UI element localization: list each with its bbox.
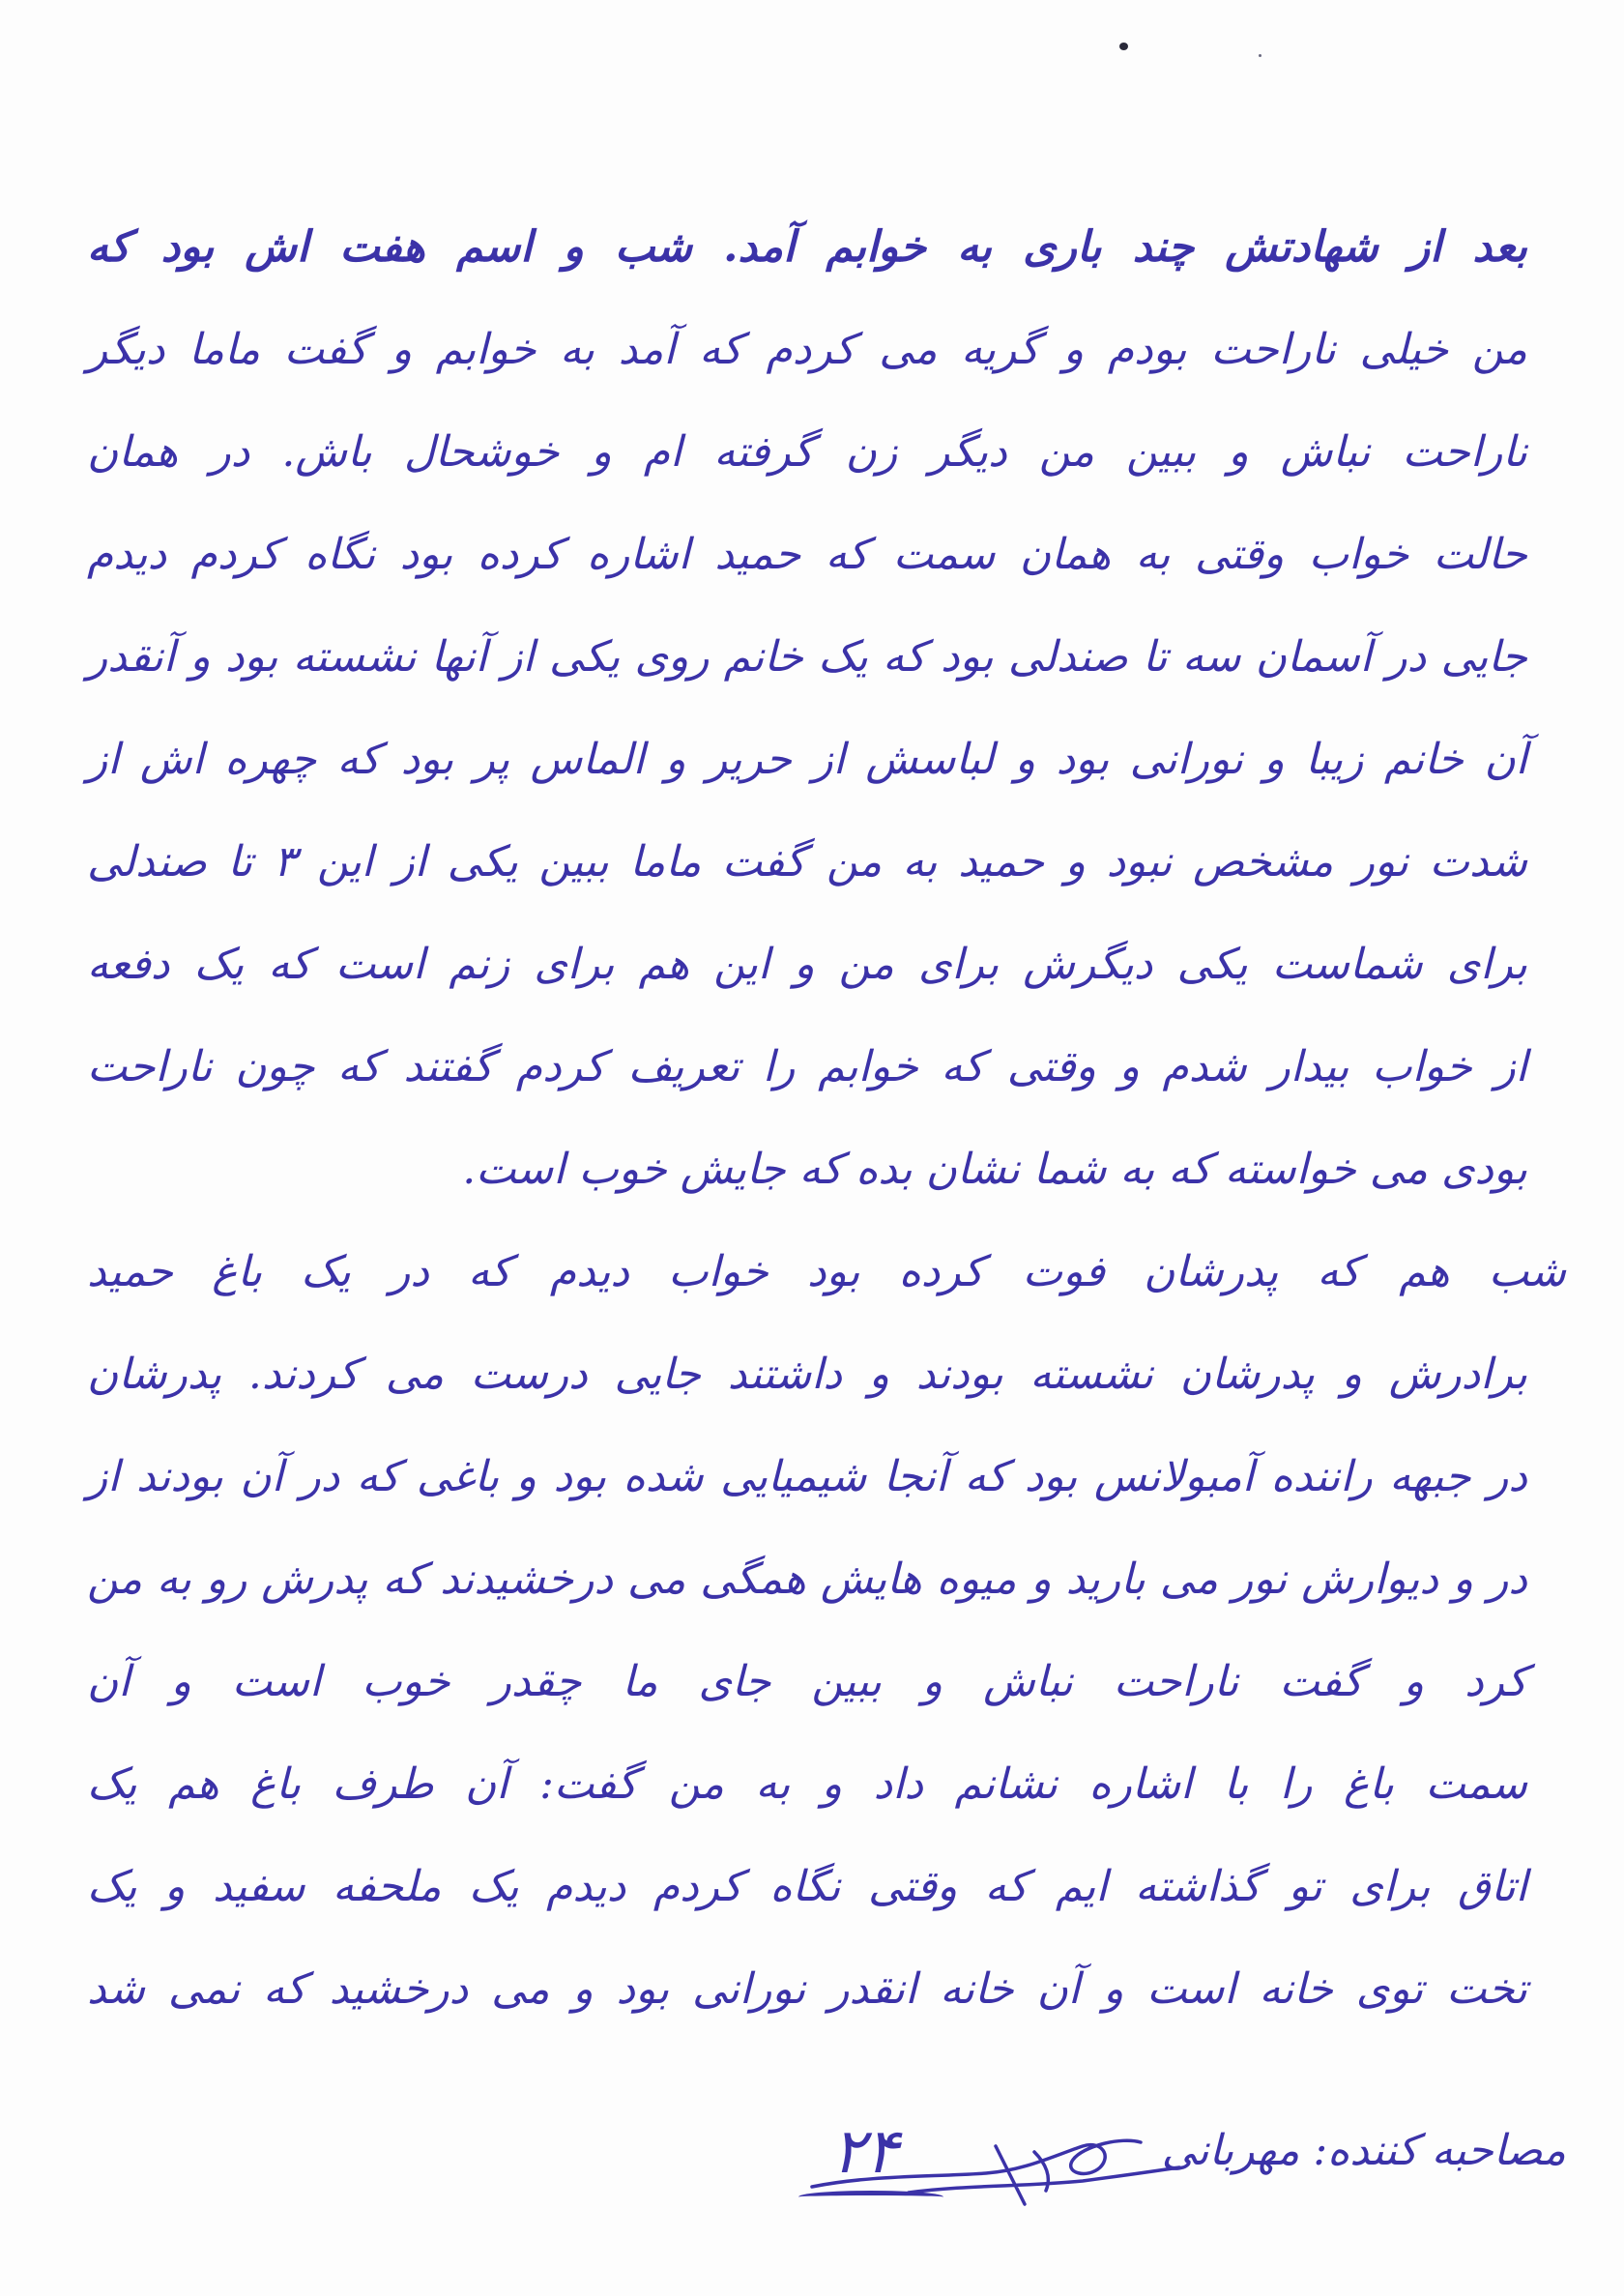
text-line: جایی در آسمان سه تا صندلی بود که یک خانم روی یکی از آنها نشسته بود و آنقدر xyxy=(87,632,1527,682)
text-line: برای شماست یکی دیگرش برای من و این هم برای زنم است که یک دفعه xyxy=(87,940,1527,989)
ink-speck xyxy=(1119,43,1128,50)
text-line: حالت خواب وقتی به همان سمت که حمید اشاره کرده بود نگاه کردم دیدم xyxy=(87,530,1527,579)
text-line: من خیلی ناراحت بودم و گریه می کردم که آمد به خوابم و گفت ماما دیگر xyxy=(87,325,1527,374)
interviewer-label: مصاحبه کننده: مهربانی xyxy=(1161,2126,1566,2175)
text-line: ناراحت نباش و ببین من دیگر زن گرفته ام و خوشحال باش. در همان xyxy=(87,427,1527,477)
text-line: شدت نور مشخص نبود و حمید به من گفت ماما ببین یکی از این ۳ تا صندلی xyxy=(87,837,1527,886)
handwritten-text-body xyxy=(68,203,1576,2048)
text-line: در و دیوارش نور می بارید و میوه هایش همگی می درخشیدند که پدرش رو به من xyxy=(87,1555,1527,1604)
text-line: بودی می خواسته که به شما نشان بده که جایش خوب است. xyxy=(462,1145,1527,1194)
text-line: آن خانم زیبا و نورانی بود و لباسش از حریر و الماس پر بود که چهره اش از xyxy=(87,735,1527,784)
ink-speck-small xyxy=(1259,54,1262,57)
text-line: بعد از شهادتش چند باری به خوابم آمد. شب و اسم هفت اش بود که xyxy=(87,222,1527,272)
text-line: اتاق برای تو گذاشته ایم که وقتی نگاه کردم دیدم یک ملحفه سفید و یک xyxy=(87,1862,1528,1911)
text-line: سمت باغ را با اشاره نشانم داد و به من گفت: آن طرف باغ هم یک xyxy=(87,1759,1527,1809)
text-line: در جبهه راننده آمبولانس بود که آنجا شیمیایی شده بود و باغی که در آن بودند از xyxy=(87,1452,1527,1501)
text-line: برادرش و پدرشان نشسته بودند و داشتند جایی درست می کردند. پدرشان xyxy=(87,1350,1527,1399)
text-line: تخت توی خانه است و آن خانه انقدر نورانی بود و می درخشید که نمی شد xyxy=(87,1964,1527,2014)
page-number: ۲۴ xyxy=(831,2116,899,2188)
text-line: از خواب بیدار شدم و وقتی که خوابم را تعریف کردم گفتند که چون ناراحت xyxy=(87,1042,1527,1091)
text-line: کرد و گفت ناراحت نباش و ببین جای ما چقدر خوب است و آن xyxy=(87,1657,1528,1706)
text-line: شب هم که پدرشان فوت کرده بود خواب دیدم که در یک باغ حمید xyxy=(87,1247,1566,1296)
page-number-underline xyxy=(798,2191,943,2203)
